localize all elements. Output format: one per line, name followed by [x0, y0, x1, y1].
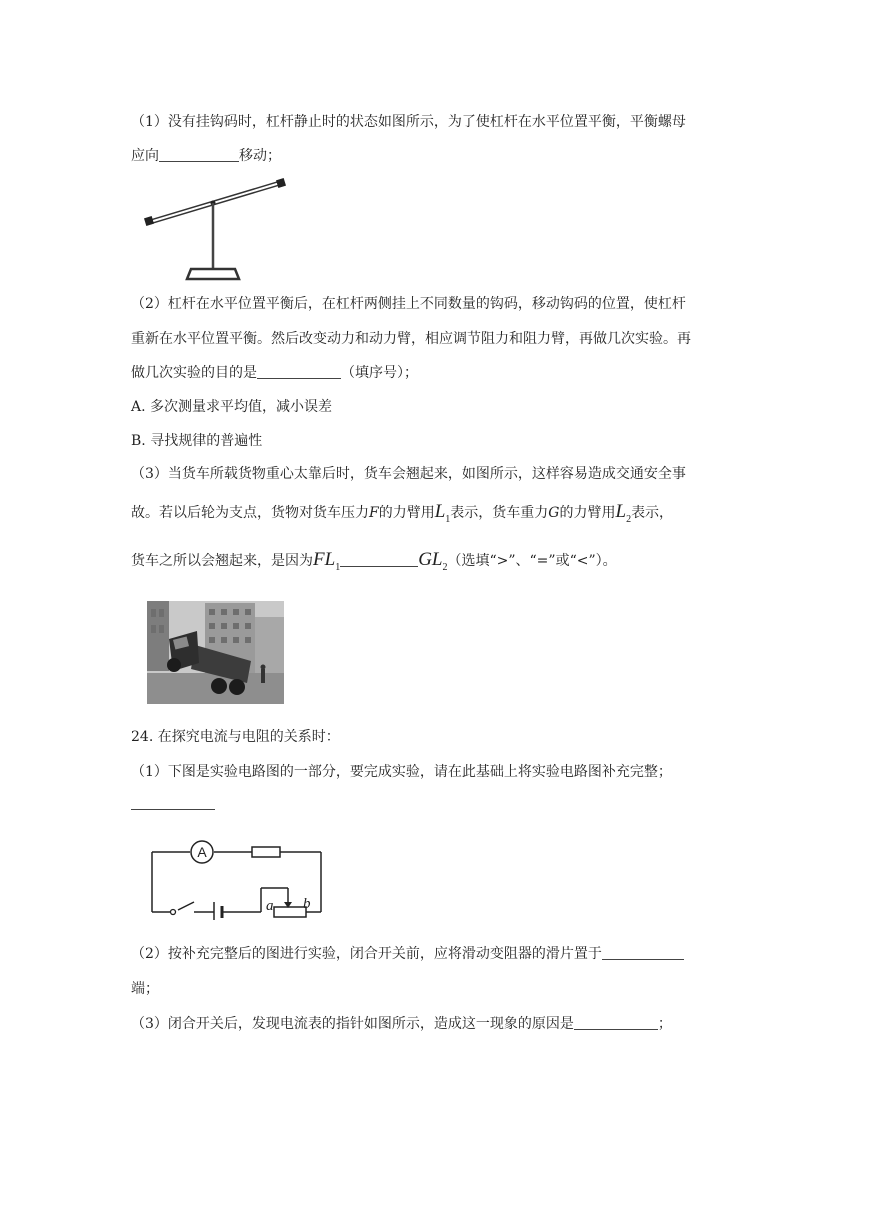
- rheostat-label-a: a: [266, 898, 274, 914]
- lever-diagram: [140, 176, 290, 284]
- photo-wheel-rear1: [211, 678, 227, 694]
- q23-part3-l3b: （选填“>”、“=”或“<”）。: [447, 553, 617, 569]
- answer-blank-6[interactable]: [574, 1015, 658, 1030]
- var-fl1: $FL_1$: [313, 549, 341, 573]
- q24-part1: （1）下图是实验电路图的一部分，要完成实验，请在此基础上将实验电路图补充完整；: [131, 764, 672, 780]
- q23-part3-l2e: 表示，: [631, 505, 674, 521]
- q23-part2-line3: [131, 363, 418, 383]
- answer-blank-1[interactable]: [159, 147, 239, 162]
- q23-part3-l2b: 的力臂用: [378, 505, 435, 521]
- q24-part3-line: （3）闭合开关后，发现电流表的指针如图所示，造成这一现象的原因是 ；: [131, 1016, 672, 1032]
- q23-part3-l2d: 的力臂用: [559, 505, 616, 521]
- photo-wheel-rear2: [229, 679, 245, 695]
- ammeter-label: A: [197, 844, 207, 860]
- q23-part3-line3: [131, 550, 617, 578]
- q23-part1-pre: 应向: [131, 148, 159, 164]
- q24-part2-line2: 端；: [131, 981, 159, 997]
- switch-contact-icon: [171, 910, 176, 915]
- answer-blank-2[interactable]: [257, 364, 341, 379]
- resistor-icon: [252, 847, 280, 857]
- var-l2: $L_2$: [615, 501, 632, 525]
- answer-blank-4[interactable]: [131, 795, 215, 810]
- photo-person: [261, 669, 265, 683]
- photo-building-right: [255, 617, 284, 675]
- q23-part3-line1: （3）当货车所载货物重心太靠后时，货车会翘起来，如图所示，这样容易造成交通安全事: [131, 466, 686, 482]
- photo-wheel-front: [167, 658, 181, 672]
- photo-person-head: [261, 665, 266, 670]
- balance-nut-right: [276, 178, 286, 188]
- rheostat-icon: [274, 907, 306, 917]
- q24-heading: 24. 在探究电流与电阻的关系时：: [131, 729, 340, 745]
- tipping-truck-photo: [147, 601, 284, 704]
- q23-part3-l3a: 货车之所以会翘起来，是因为: [131, 553, 313, 569]
- battery-icon: [214, 902, 222, 920]
- q23-part1-line2: [131, 146, 281, 166]
- q23-part2-line2: 重新在水平位置平衡。然后改变动力和动力臂，相应调节阻力和阻力臂，再做几次实验。再: [131, 331, 691, 347]
- q23-part2-pre: 做几次实验的目的是: [131, 365, 257, 381]
- q23-part1-post: 移动；: [239, 148, 281, 164]
- balance-nut-left: [144, 216, 154, 226]
- q23-part2-line1: （2）杠杆在水平位置平衡后，在杠杆两侧挂上不同数量的钩码，移动钩码的位置，使杠杆: [131, 296, 686, 312]
- option-b: B. 寻找规律的普遍性: [131, 433, 263, 449]
- photo-building-left: [147, 601, 169, 671]
- q24-part1-blank-line: [131, 794, 215, 814]
- q23-part3-l2a: 故。若以后轮为支点，货物对货车压力: [131, 505, 369, 521]
- answer-blank-3[interactable]: [340, 552, 418, 567]
- rheostat-label-b: b: [303, 896, 311, 912]
- answer-blank-5[interactable]: [602, 945, 684, 960]
- q23-part1-line1: （1）没有挂钩码时，杠杆静止时的状态如图所示，为了使杠杆在水平位置平衡，平衡螺母: [131, 114, 686, 130]
- q23-part3-l2c: 表示，货车重力: [450, 505, 549, 521]
- q23-part3-line2: [131, 502, 673, 530]
- option-a: A. 多次测量求平均值，减小误差: [131, 399, 333, 415]
- q24-part2-line1: （2）按补充完整后的图进行实验，闭合开关前，应将滑动变阻器的滑片置于: [131, 944, 684, 964]
- q23-part2-post: （填序号）；: [341, 365, 418, 381]
- circuit-diagram: [148, 838, 328, 920]
- var-l1: $L_1$: [434, 501, 451, 525]
- stand-base: [187, 269, 239, 279]
- var-gl2: $GL_2$: [418, 549, 448, 573]
- var-f: F: [369, 505, 379, 521]
- var-g: G: [548, 505, 560, 521]
